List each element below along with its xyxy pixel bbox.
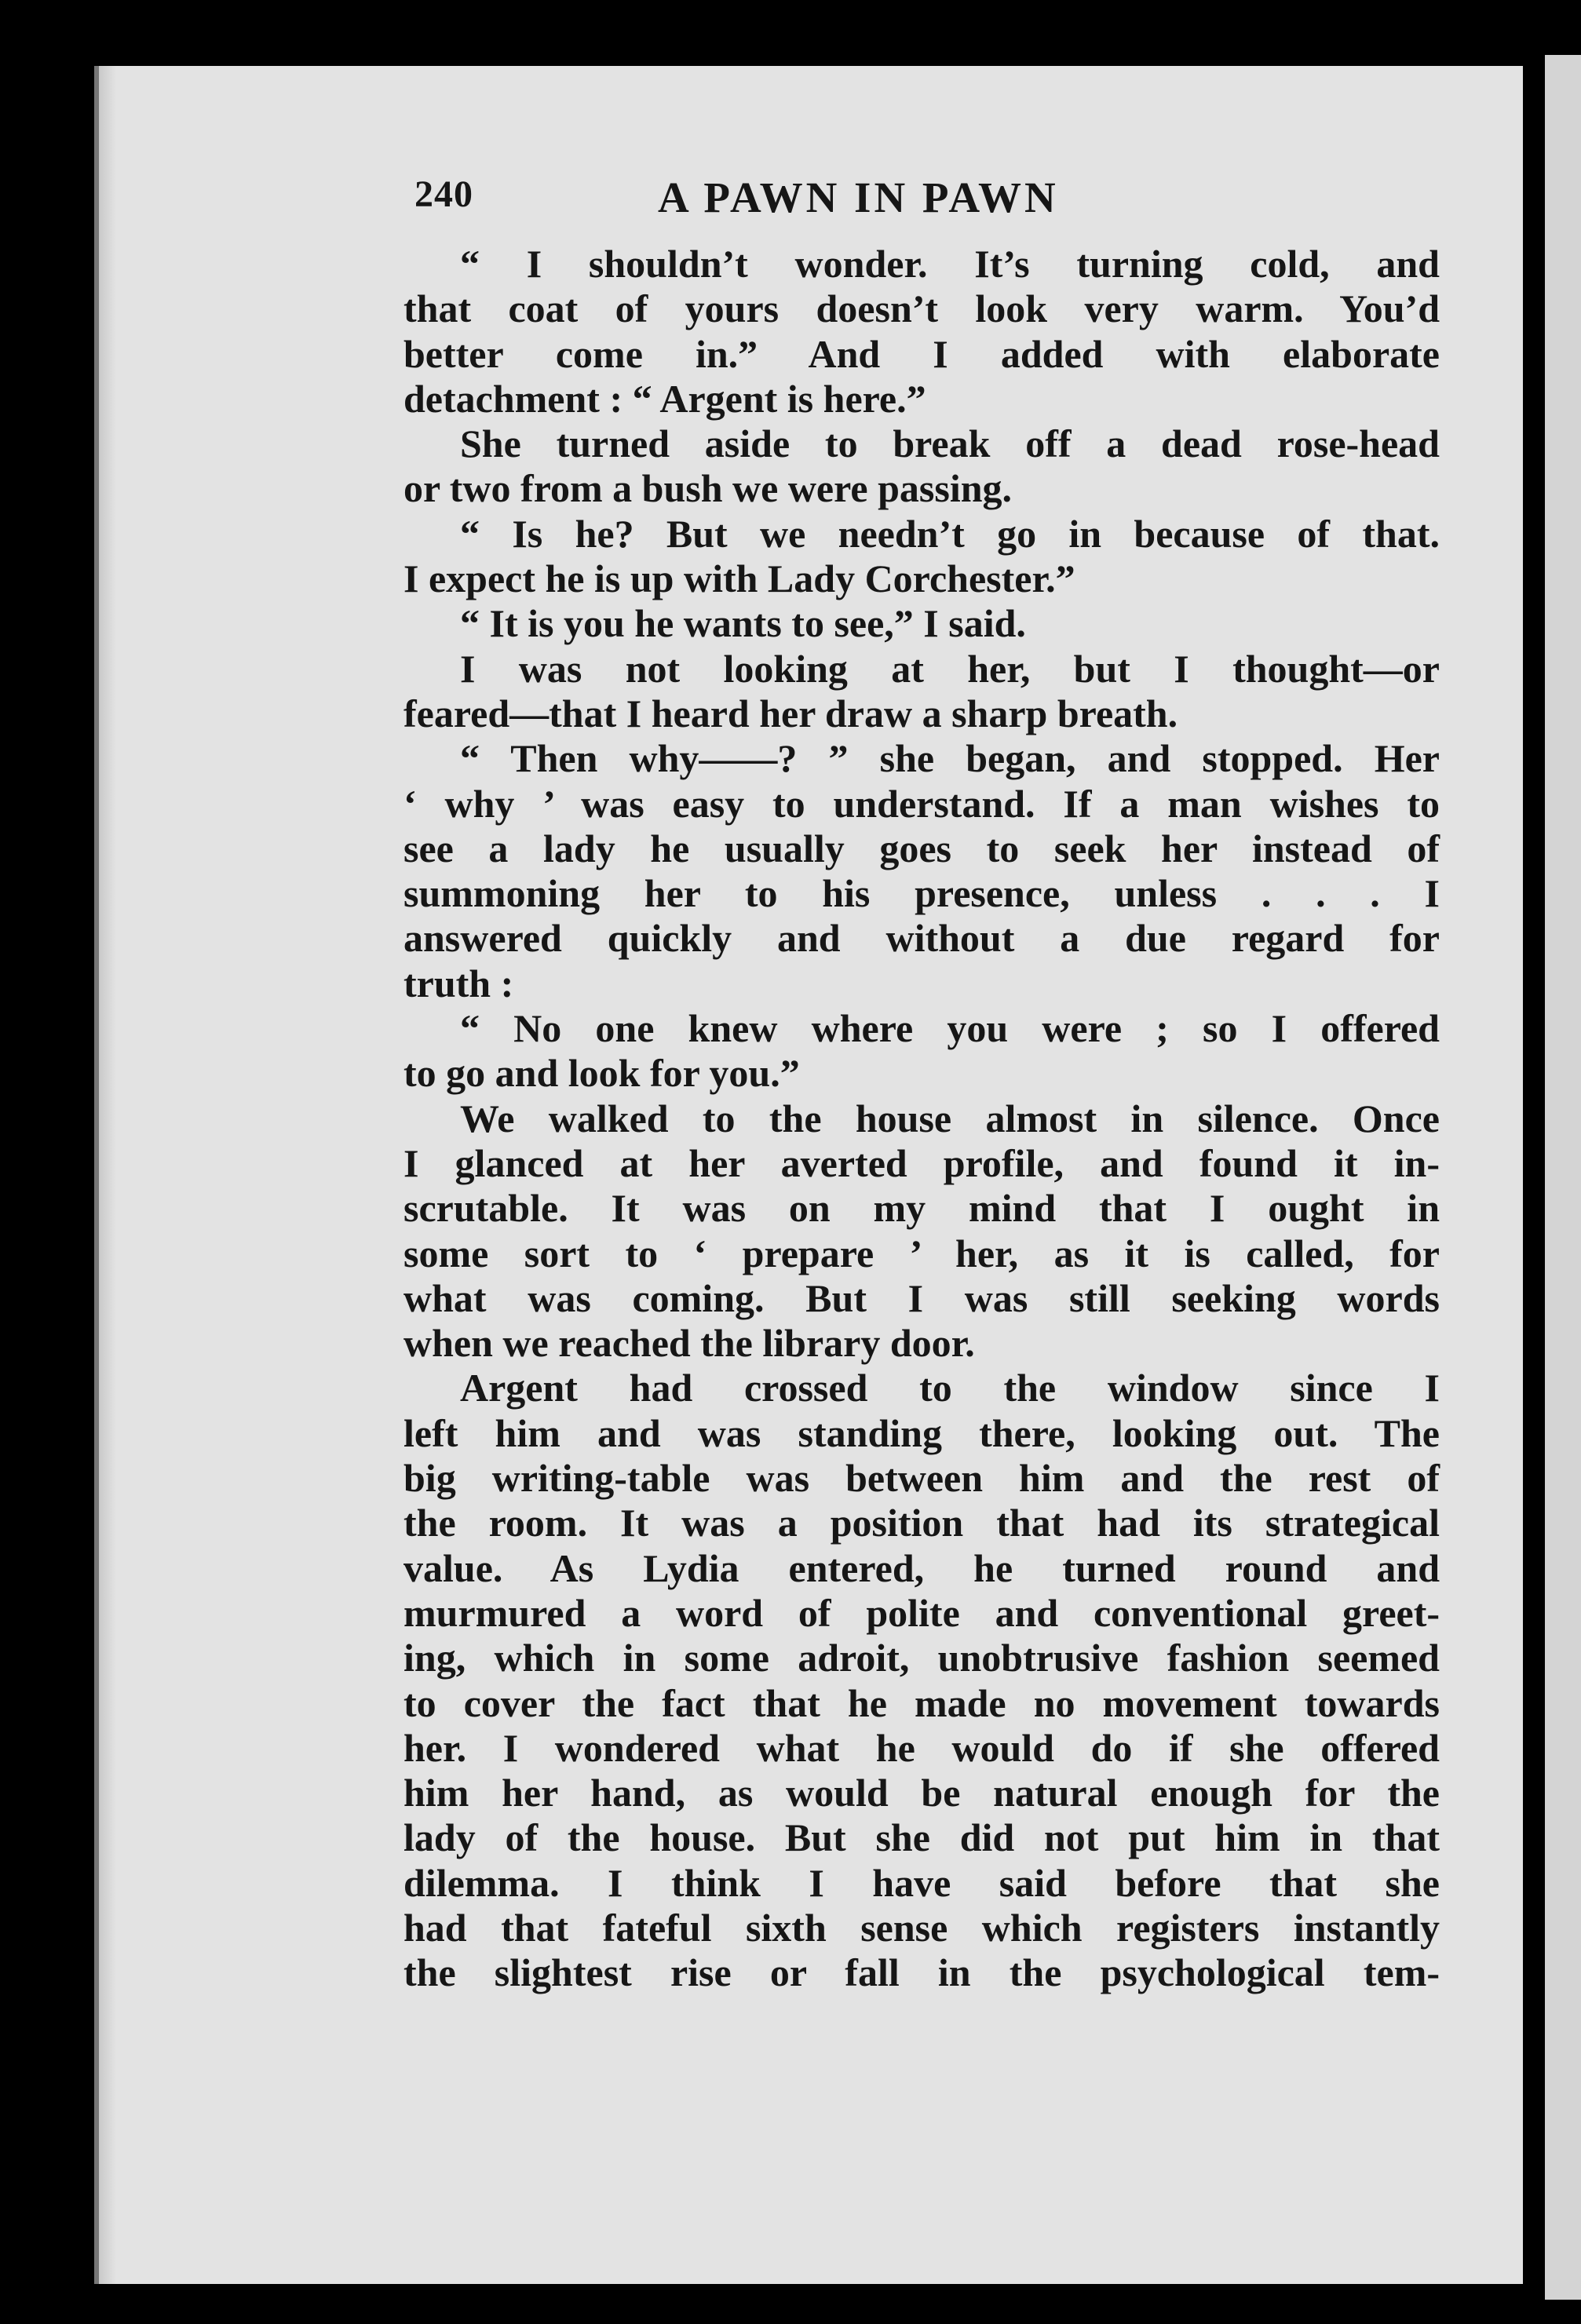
text-line: that coat of yours doesn’t look very warm. You’d (403, 286, 1440, 331)
text-line: murmured a word of polite and conventional greet- (403, 1590, 1440, 1635)
text-line: I was not looking at her, but I thought—or (460, 646, 1440, 691)
body-text (403, 242, 1440, 1996)
text-line: Argent had crossed to the window since I (460, 1366, 1440, 1410)
text-line: “ No one knew where you were ; so I offered (460, 1006, 1440, 1051)
text-line: dilemma. I think I have said before that she (403, 1860, 1440, 1905)
text-line: when we reached the library door. (403, 1321, 975, 1366)
text-line: We walked to the house almost in silence. Once (460, 1096, 1440, 1140)
text-line: her. I wondered what he would do if she offered (403, 1725, 1440, 1770)
text-line: “ Is he? But we needn’t go in because of that. (460, 511, 1440, 556)
text-line: summoning her to his presence, unless . . . I (403, 871, 1440, 916)
text-line: to cover the fact that he made no movement towards (403, 1680, 1440, 1725)
text-line: had that fateful sixth sense which registers instantly (403, 1905, 1440, 1950)
text-line: see a lady he usually goes to seek her instead of (403, 826, 1440, 870)
text-line: She turned aside to break off a dead rose-head (460, 421, 1440, 466)
adjacent-page-edge (1545, 55, 1581, 2300)
text-line: detachment : “ Argent is here.” (403, 376, 926, 421)
text-line: lady of the house. But she did not put him in that (403, 1815, 1440, 1860)
text-line: “ I shouldn’t wonder. It’s turning cold, and (460, 242, 1440, 286)
text-line: some sort to ‘ prepare ’ her, as it is called, for (403, 1231, 1440, 1275)
text-line: scrutable. It was on my mind that I ought in (403, 1186, 1440, 1231)
text-line: what was coming. But I was still seeking words (403, 1275, 1440, 1320)
text-line: I glanced at her averted profile, and found it in- (403, 1140, 1440, 1185)
page-header (414, 157, 1435, 235)
text-line: the slightest rise or fall in the psychological tem- (403, 1950, 1440, 1995)
text-line: or two from a bush we were passing. (403, 466, 1013, 511)
running-title: A PAWN IN PAWN (658, 173, 1059, 221)
page-gutter-shadow (99, 66, 116, 2284)
text-line: ‘ why ’ was easy to understand. If a man wishes to (403, 781, 1440, 826)
page-number: 240 (414, 173, 473, 215)
text-line: feared—that I heard her draw a sharp breath. (403, 691, 1178, 735)
text-line: ing, which in some adroit, unobtrusive fashion seemed (403, 1636, 1440, 1680)
text-line: to go and look for you.” (403, 1051, 800, 1096)
text-line: better come in.” And I added with elaborate (403, 331, 1440, 376)
text-line: the room. It was a position that had its strategical (403, 1501, 1440, 1545)
text-line: truth : (403, 961, 514, 1005)
text-line: “ It is you he wants to see,” I said. (460, 601, 1026, 646)
text-line: value. As Lydia entered, he turned round and (403, 1545, 1440, 1590)
text-line: “ Then why——? ” she began, and stopped. Her (460, 736, 1440, 781)
text-line: big writing-table was between him and the rest of (403, 1456, 1440, 1501)
text-line: answered quickly and without a due regard for (403, 916, 1440, 961)
text-line: him her hand, as would be natural enough for the (403, 1771, 1440, 1815)
text-line: left him and was standing there, looking out. The (403, 1410, 1440, 1455)
text-line: I expect he is up with Lady Corchester.” (403, 556, 1075, 601)
